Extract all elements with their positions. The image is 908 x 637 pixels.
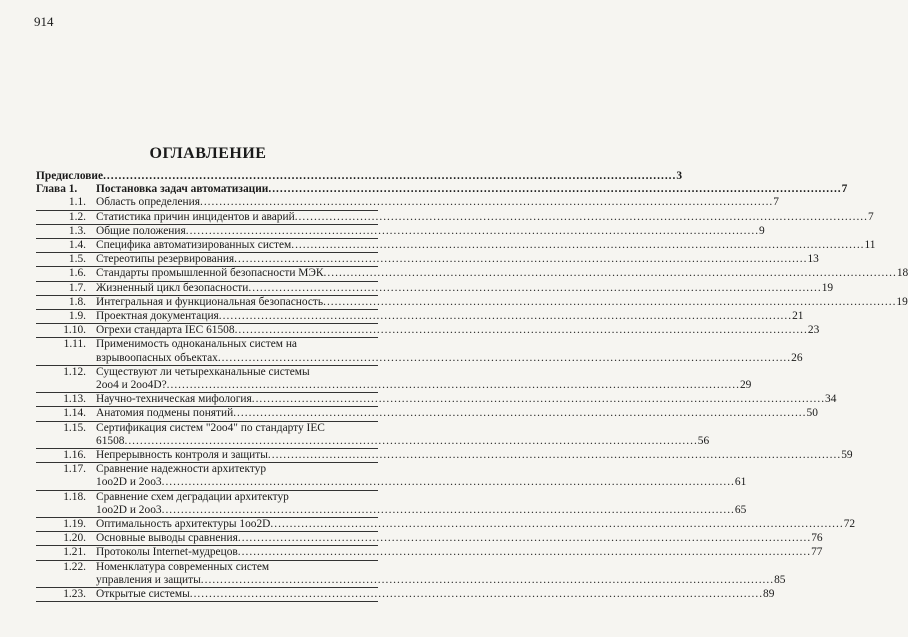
toc-entry: [36, 170, 683, 183]
toc-entry-line: [96, 295, 908, 309]
toc-entry-body: [96, 421, 710, 448]
toc-entry-line: [96, 463, 378, 476]
toc-entry-body: [96, 449, 853, 462]
dot-leader: [218, 352, 791, 365]
toc-entry-page: 19: [821, 281, 834, 294]
toc-entry-line: [96, 366, 378, 379]
toc-entry: [36, 224, 765, 239]
toc-entry-title: Огрехи стандарта IEC 61508: [96, 324, 235, 337]
dot-leader: [186, 225, 759, 238]
toc-entry-body: [96, 518, 856, 531]
toc-entry-body: [96, 239, 876, 252]
toc-entry-line: [96, 324, 820, 337]
toc-entry-page: 11: [864, 239, 876, 252]
toc-entry-body: [96, 324, 820, 337]
toc-entry-title: Сертификация систем "2oo4" по стандарту IEC: [96, 421, 325, 434]
toc-entry-title: 2oo4 и 2oo4D?: [96, 379, 167, 392]
toc-entry-body: [96, 196, 779, 209]
toc-entry-line: [96, 338, 378, 351]
toc-entry-number: 1.21.: [63, 546, 86, 559]
toc-entry-body: [96, 588, 775, 601]
toc-entry-number: 1.11.: [63, 338, 86, 351]
toc-entry-body: [96, 546, 823, 559]
toc-entry-body: [96, 295, 908, 309]
toc-entry-line: [96, 449, 853, 462]
toc-entry-title: Открытые системы: [96, 588, 190, 601]
toc-entry: [36, 490, 747, 518]
toc-entry: [36, 518, 856, 532]
toc-entry-number: 1.15.: [63, 421, 86, 434]
toc-entry-page: 89: [763, 588, 775, 601]
toc-entry-line: [96, 588, 775, 601]
toc-entry-page: 3: [676, 170, 683, 182]
toc-entry: [36, 295, 908, 310]
toc-entry-line: [96, 434, 710, 448]
toc-entry: [36, 183, 848, 196]
toc-entry-body: [96, 463, 747, 489]
dot-leader: [234, 253, 807, 266]
toc-entry-title: Стереотипы резервирования: [96, 253, 235, 266]
toc-entry: [36, 532, 823, 546]
toc-entry-body: [96, 253, 819, 266]
toc-entry-number: 1.2.: [68, 210, 86, 223]
toc-entry-title: Жизненный цикл безопасности: [96, 281, 249, 294]
toc-entry-title: Оптимальность архитектуры 1oo2D: [96, 518, 271, 531]
toc-entry-title: Проектная документация: [96, 310, 219, 323]
toc-entry-page: 72: [843, 518, 856, 531]
toc-entry-title: 1oo2D и 2oo3: [96, 476, 162, 489]
toc-entry-page: 50: [806, 407, 818, 420]
toc-entry: [36, 338, 803, 365]
dot-leader: [162, 504, 735, 517]
toc-entry-page: 21: [792, 310, 804, 323]
toc-entry-number: 1.22.: [63, 560, 86, 573]
dot-leader: [238, 532, 811, 545]
toc-entry-title: Анатомия подмены понятий: [96, 407, 234, 420]
toc-entry-page: 7: [841, 183, 848, 196]
dot-leader: [268, 183, 841, 196]
toc-entry: [36, 407, 818, 421]
toc-entry-title: 61508: [96, 434, 125, 447]
toc-entry: [36, 267, 908, 281]
toc-entry-page: 13: [807, 253, 819, 266]
dot-leader: [103, 170, 676, 183]
toc-entry: [36, 449, 853, 463]
toc-entry-line: [96, 491, 378, 504]
toc-entry-body: [96, 365, 752, 392]
dot-leader: [295, 211, 868, 224]
dot-leader: [200, 196, 773, 209]
toc-entry-title: Номенклатура современных систем: [96, 560, 270, 573]
dot-leader: [324, 267, 897, 280]
toc-entry-page: 56: [697, 434, 710, 447]
toc-entry: [36, 239, 876, 253]
toc-entry-line: [96, 310, 804, 323]
toc-entry-title: Протоколы Internet-мудрецов: [96, 546, 238, 559]
toc-entry-line: [96, 503, 747, 517]
toc-entry-line: [96, 422, 378, 435]
toc-entry-number: 1.16.: [63, 449, 86, 462]
toc-heading: ОГЛАВЛЕНИЕ: [149, 145, 267, 162]
toc-entry-number: 1.17.: [63, 463, 86, 476]
toc-entry-line: [96, 393, 837, 406]
toc-entry-number: 1.4.: [68, 239, 86, 252]
toc-entry-body: [96, 560, 786, 587]
toc-entry-number: 1.13.: [63, 393, 86, 406]
toc-entry-title: Непрерывность контроля и защиты: [96, 449, 268, 462]
toc-entry: [36, 324, 820, 338]
toc-entry-number: 1.19.: [63, 518, 86, 531]
toc-entry-line: [96, 407, 818, 420]
toc-entry-title: Общие положения: [96, 224, 186, 237]
toc-entry: [36, 421, 710, 449]
toc-entry-line: [96, 183, 848, 196]
toc-entry-number: 1.8.: [68, 295, 86, 308]
toc-entry-line: [96, 561, 378, 574]
dot-leader: [235, 324, 808, 337]
toc-entry-line: [96, 253, 819, 266]
toc-entry-body: [96, 183, 848, 196]
toc-entry-page: 18: [896, 267, 908, 280]
toc-entry-number: 1.6.: [68, 267, 86, 280]
toc-entry: [36, 393, 837, 407]
toc-entry-page: 61: [734, 476, 747, 489]
dot-leader: [238, 546, 811, 559]
dot-leader: [291, 239, 864, 252]
toc-entry-title: Специфика автоматизированных систем: [96, 239, 292, 252]
toc-entry-title: Предисловие: [36, 170, 104, 182]
toc-entry-body: [96, 338, 803, 364]
toc-entry: [36, 546, 823, 560]
toc-entry-title: Сравнение схем деградации архитектур: [96, 490, 289, 503]
toc-entry-page: 23: [807, 324, 820, 337]
dot-leader: [162, 476, 735, 489]
dot-leader: [190, 588, 763, 601]
dot-leader: [124, 435, 697, 448]
toc-entry-page: 7: [868, 210, 874, 223]
toc-entry-number: Глава 1.: [36, 183, 78, 196]
dot-leader: [270, 518, 843, 531]
toc-entry-body: [96, 532, 823, 545]
toc-entry-line: [96, 532, 823, 545]
toc-entry-line: [36, 170, 683, 183]
toc-entry-line: [96, 379, 752, 392]
toc-entry: [36, 210, 874, 225]
toc-entry-line: [96, 573, 786, 587]
toc-entry: [36, 310, 804, 324]
toc-entry-title: Постановка задач автоматизации: [96, 183, 269, 196]
dot-leader: [201, 574, 774, 587]
dot-leader: [219, 310, 792, 323]
toc-entry-title: Стандарты промышленной безопасности МЭК: [96, 267, 324, 280]
toc-entry-page: 19: [896, 295, 908, 308]
toc-entry-body: [96, 407, 818, 420]
dot-leader: [323, 296, 896, 309]
toc-entry-page: 76: [811, 532, 823, 545]
toc-entry-number: 1.14.: [63, 407, 86, 420]
toc-entry-line: [96, 210, 874, 224]
toc-entry-title: Основные выводы сравнения: [96, 532, 238, 545]
toc-entry-number: 1.18.: [63, 490, 86, 503]
toc-entry-body: [96, 224, 765, 238]
toc-entry-number: 1.7.: [68, 281, 86, 294]
toc-entry-line: [96, 224, 765, 238]
toc-entry-number: 1.10.: [63, 324, 86, 337]
dot-leader: [248, 282, 821, 295]
toc-entry-line: [96, 476, 747, 489]
toc-entry-body: [96, 281, 834, 295]
toc-entry: [36, 281, 834, 296]
toc-entry-title: Интегральная и функциональная безопасность: [96, 295, 324, 308]
toc-entry-title: 1oo2D и 2oo3: [96, 503, 162, 516]
toc-entry: [36, 365, 752, 393]
table-of-contents: [36, 170, 908, 602]
toc-entry-page: 65: [734, 503, 747, 516]
toc-entry-body: [96, 490, 747, 517]
toc-entry-page: 7: [773, 196, 779, 209]
dot-leader: [167, 379, 740, 392]
toc-entry-title: Сравнение надежности архитектур: [96, 463, 267, 476]
toc-entry-title: Статистика причин инцидентов и аварий: [96, 210, 295, 223]
toc-entry-number: 1.3.: [68, 224, 86, 237]
toc-entry-body: [96, 393, 837, 406]
toc-entry-title: Существуют ли четырехканальные системы: [96, 365, 310, 378]
toc-entry-page: 26: [791, 351, 803, 364]
toc-entry-title: управления и защиты: [96, 573, 201, 586]
dot-leader: [233, 407, 806, 420]
toc-entry-number: 1.20.: [63, 532, 86, 545]
toc-entry-line: [96, 196, 779, 209]
toc-entry: [36, 560, 786, 588]
toc-entry-line: [96, 351, 803, 365]
toc-entry-title: Применимость одноканальных систем на: [96, 338, 297, 351]
toc-entry-page: 59: [841, 449, 853, 462]
dot-leader: [268, 449, 841, 462]
toc-entry: [36, 196, 779, 210]
toc-entry-title: взрывоопасных объектах: [96, 351, 218, 364]
toc-entry: [36, 463, 747, 490]
toc-entry-number: 1.5.: [68, 253, 86, 266]
toc-entry-line: [96, 546, 823, 559]
toc-entry-page: 29: [739, 379, 752, 392]
toc-entry-line: [96, 518, 856, 531]
toc-entry: [36, 588, 775, 602]
toc-entry-page: 85: [774, 573, 786, 586]
toc-entry-line: [96, 281, 834, 295]
toc-entry-number: 1.9.: [68, 310, 86, 323]
toc-entry-page: 9: [759, 224, 765, 237]
dot-leader: [252, 393, 825, 406]
toc-entry-page: 34: [825, 393, 837, 406]
toc-entry-line: [96, 267, 908, 280]
toc-entry-number: 1.1.: [68, 196, 86, 209]
page-number: 914: [34, 14, 54, 29]
toc-entry-line: [96, 239, 876, 252]
toc-entry-body: [96, 310, 804, 323]
toc-entry-number: 1.12.: [63, 365, 86, 378]
toc-entry-body: [96, 210, 874, 224]
toc-entry-body: [96, 267, 908, 280]
toc-entry-title: Область определения: [96, 196, 200, 209]
toc-entry-page: 77: [811, 546, 823, 559]
toc-entry-title: Научно-техническая мифология: [96, 393, 252, 406]
toc-entry: [36, 253, 819, 267]
toc-entry-number: 1.23.: [63, 588, 86, 601]
toc-entry-body: [36, 170, 683, 183]
